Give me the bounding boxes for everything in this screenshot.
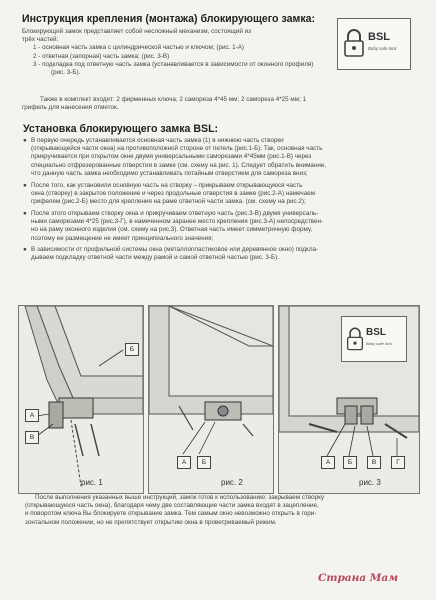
window-corner-illustration bbox=[19, 306, 143, 493]
padlock-icon bbox=[346, 326, 364, 352]
label-a: А bbox=[25, 409, 39, 422]
figure-2 bbox=[148, 305, 274, 494]
footer-line: После выполнения указанных выше инструкций, замок готов к использованию: закрываем створку bbox=[35, 494, 325, 501]
site-watermark: Страна Мам bbox=[318, 572, 399, 584]
kit-contents bbox=[22, 96, 417, 112]
page-title: Инструкция крепления (монтажа) блокирующего замка: bbox=[22, 13, 316, 25]
step-line: специально отфрезерованные отверстия в замке (см. схему на рис. 1). Следует обратить внимание, bbox=[31, 161, 327, 169]
footer-line: (открывающуюся часть окна), благодаря чему две составляющие части замка входят в зацепление, bbox=[25, 502, 319, 510]
step-line: После этого открываем створку окна и прикручиваем ответную часть (рис.3-В) двумя универсаль- bbox=[31, 210, 319, 217]
label-g: Г bbox=[391, 456, 405, 469]
figure-caption: рис. 1 bbox=[81, 478, 103, 487]
bullet-icon: ● bbox=[23, 246, 27, 253]
logo-tagline: Baby safe lock bbox=[368, 46, 397, 51]
step-line: После того, как установили основную часть на створку – прикрываем открывающуюся часть bbox=[31, 182, 303, 189]
intro-line: трёх частей: bbox=[22, 36, 59, 44]
figure-caption: рис. 2 bbox=[221, 478, 243, 487]
step-1 bbox=[23, 137, 418, 178]
bsl-logo bbox=[337, 18, 411, 70]
section-title: Установка блокирующего замка BSL: bbox=[23, 123, 219, 135]
step-line: В зависимости от профильной системы окна (металлопластиковое или деревянное окно) подкла- bbox=[31, 246, 319, 253]
logo-tagline: Baby safe lock bbox=[366, 341, 393, 346]
step-line: дываем подкладку ответной части между рамой и самой ответной частью (рис. 3-Б). bbox=[31, 254, 279, 262]
step-line: прикручивается при открытом окне двумя универсальными саморезами 4*45мм (рис.1-В) через bbox=[31, 153, 312, 161]
step-line: окна (створку) в закрытое положение и через продольные отверстия в замке (рис.2-А) намечаем bbox=[31, 190, 316, 198]
label-b: Б bbox=[197, 456, 211, 469]
step-line: поэтому ее размещение не имеет принципиального значения; bbox=[31, 234, 214, 242]
usage-instructions bbox=[25, 494, 415, 527]
padlock-icon bbox=[343, 28, 365, 58]
step-line: В первую очередь устанавливается основная часть замка (1) в нижнюю часть створки bbox=[31, 137, 284, 144]
intro-line: 1 - основная часть замка с цилиндрической частью и ключом; (рис. 1-А) bbox=[33, 44, 245, 52]
step-4 bbox=[23, 246, 418, 262]
logo-brand: BSL bbox=[368, 31, 390, 43]
figure-caption: рис. 3 bbox=[359, 478, 381, 487]
bullet-icon: ● bbox=[23, 137, 27, 144]
window-closed-illustration bbox=[149, 306, 273, 493]
step-line: но на раму оконного изделия (см. схему на рис.3). Ответная часть имеет симметричную форму, bbox=[31, 226, 313, 234]
bsl-logo-small bbox=[341, 316, 407, 362]
label-b: Б bbox=[125, 343, 139, 356]
kit-line: Также в комплект входят: 2 фирменных ключа; 2 самореза 4*45 мм; 2 самореза 4*25 мм; 1 bbox=[40, 96, 307, 103]
figure-3 bbox=[278, 305, 420, 494]
label-a: А bbox=[321, 456, 335, 469]
kit-line: грифель для нанесения отметок. bbox=[22, 104, 119, 112]
step-line: что данную часть замка необходимо устанавливать потайным отверстием для самореза вниз; bbox=[31, 169, 308, 177]
figure-1 bbox=[18, 305, 144, 494]
label-b: Б bbox=[343, 456, 357, 469]
intro-line: Блокирующий замок представляет собой несложный механизм, состоящий из bbox=[22, 28, 252, 35]
step-line: (открывающейся части окна) на противоположной стороне от петель (рис.1-Б). Так, основная часть bbox=[31, 145, 323, 153]
intro-line: (рис. 3-Б). bbox=[51, 69, 81, 77]
label-a: А bbox=[177, 456, 191, 469]
intro-line: 2 - ответная (запорная) часть замка; (рис. 3-В) bbox=[33, 52, 170, 60]
bullet-icon: ● bbox=[23, 182, 27, 189]
label-v: В bbox=[367, 456, 381, 469]
step-line: грифелем (рис.2-Б) место для крепления на раме ответной части замка. (см. схему на рис.2); bbox=[31, 198, 306, 206]
footer-line: зонтальном положении, но не препятствует открытию окна в проветриваемый режим. bbox=[25, 518, 277, 526]
bullet-icon: ● bbox=[23, 210, 27, 217]
footer-line: и поворотом ключа Вы блокируете открывание замка. Тем самым окно невозможно открыть в гори- bbox=[25, 510, 317, 518]
step-2 bbox=[23, 182, 418, 207]
label-v: В bbox=[25, 431, 39, 444]
step-3 bbox=[23, 210, 418, 243]
step-line: ными саморезами 4*25 (рис.3-Г), в намеченном заранее место крепления (рис.3-А) непосредствен- bbox=[31, 218, 324, 226]
installation-figures bbox=[18, 305, 418, 492]
logo-brand: BSL bbox=[366, 327, 386, 338]
intro-text bbox=[22, 28, 332, 77]
intro-line: 3 - подкладка под ответную часть замка (устанавливается в зависимости от оконного профиля) bbox=[33, 60, 314, 68]
